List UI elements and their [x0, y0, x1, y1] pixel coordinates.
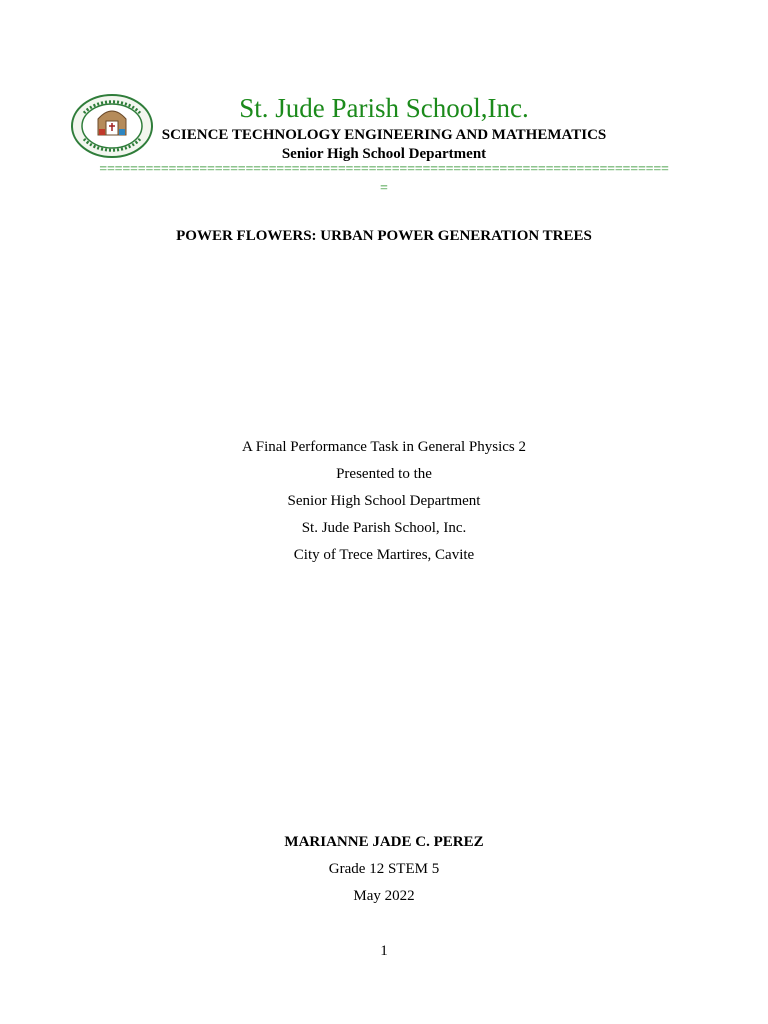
presentation-line: Presented to the — [336, 466, 432, 482]
school-name: St. Jude Parish School,Inc. — [239, 93, 529, 123]
document-date: May 2022 — [353, 888, 415, 904]
presentation-line: St. Jude Parish School, Inc. — [301, 520, 467, 536]
presentation-line: City of Trece Martires, Cavite — [293, 547, 475, 563]
document-title: POWER FLOWERS: URBAN POWER GENERATION TREES — [176, 228, 592, 244]
author-grade: Grade 12 STEM 5 — [328, 861, 440, 877]
separator-rule-tail: = — [380, 181, 388, 196]
department-sub: Senior High School Department — [281, 146, 487, 162]
presentation-line: A Final Performance Task in General Physics 2 — [241, 439, 527, 455]
separator-rule: ========================================================================== — [99, 163, 669, 176]
department-main: SCIENCE TECHNOLOGY ENGINEERING AND MATHEMATICS — [161, 127, 607, 143]
presentation-block — [0, 434, 768, 569]
author-name: MARIANNE JADE C. PEREZ — [284, 834, 484, 850]
page-number: 1 — [380, 943, 388, 959]
presentation-line: Senior High School Department — [287, 493, 481, 509]
